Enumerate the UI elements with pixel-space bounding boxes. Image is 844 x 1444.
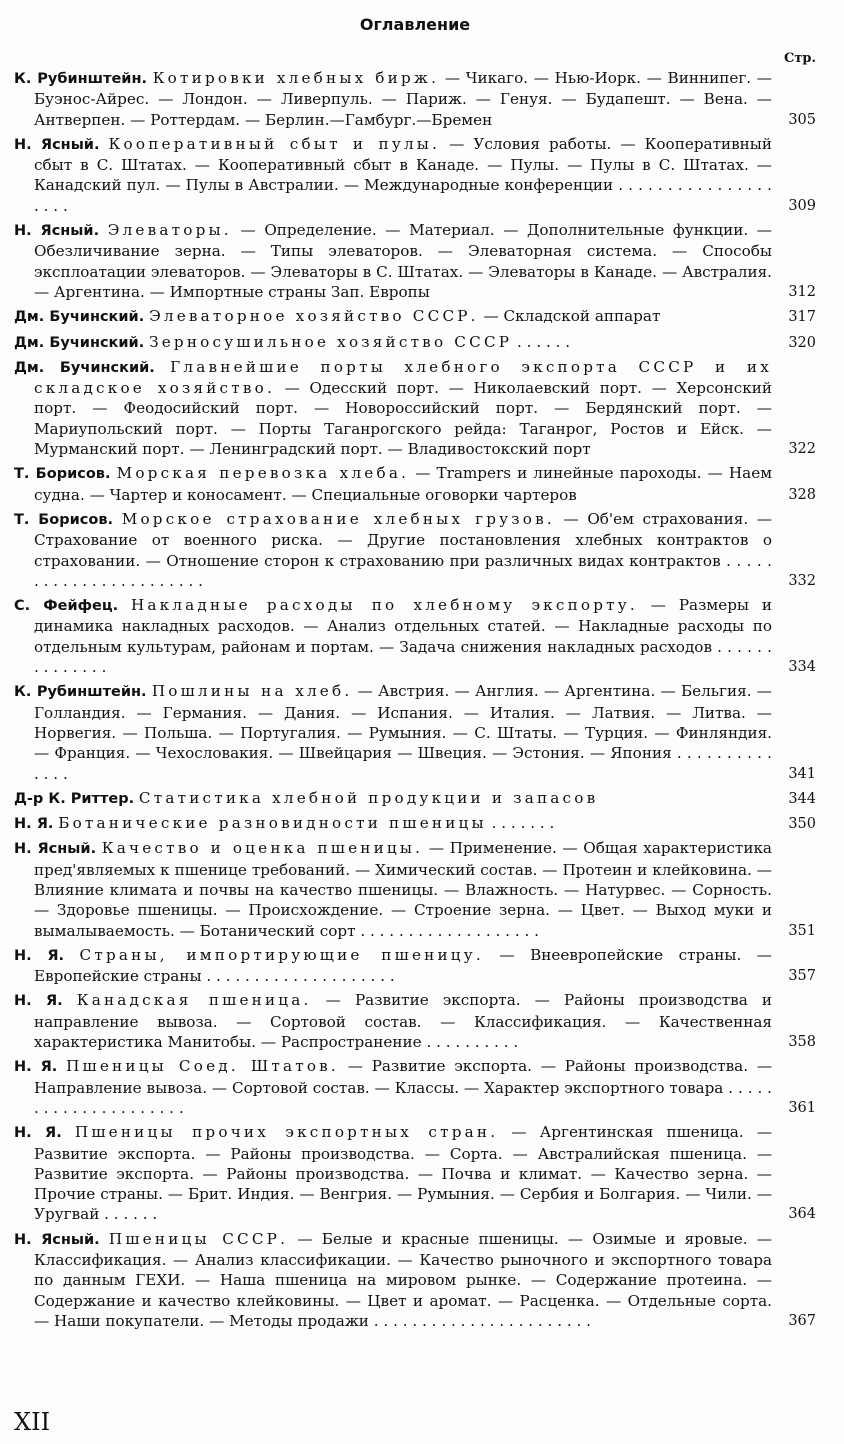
toc-entry bbox=[14, 1122, 816, 1224]
entry-author: Н. Я. bbox=[14, 1125, 62, 1142]
entry-author: К. Рубинштейн. bbox=[14, 71, 147, 87]
entry-body: — Чикаго. — Нью-Иорк. — Виннипег. — Буэнос-Айрес. — Лондон. — Ливерпуль. — Париж. — Генуя. — Будапешт. — Вена. — Антверпен. — Роттердам. — Берлин.—Гамбург.—Бремен bbox=[34, 69, 772, 129]
entry-body: — Аргентинская пшеница. — Развитие экспорта. — Районы производства. — Сорта. — Австралийская пшеница. — Развитие экспорта. — Районы производства. — Почва и климат. — Качество зерна. — Прочие страны. — Брит. Индия. — Венгрия. — Румыния. — Сербия и Болгария. — Чили. — Уругвай . . . . . . bbox=[34, 1123, 773, 1224]
toc-entry bbox=[14, 332, 816, 353]
entry-title: Элеваторное хозяйство СССР. bbox=[149, 307, 479, 326]
entry-body: — Развитие экспорта. — Районы производства и направление вывоза. — Сортовой состав. — Классификация. — Качественная характеристика Манитобы. — Распространение . . . . . . . . . . bbox=[34, 991, 773, 1052]
entry-page: 357 bbox=[788, 968, 816, 985]
entry-title: Статистика хлебной продукции и запасов bbox=[138, 788, 599, 807]
entry-title: Пшеницы Соед. Штатов. bbox=[66, 1057, 339, 1076]
entry-title: Зерносушильное хозяйство СССР bbox=[149, 332, 513, 351]
entry-title: Кооперативный сбыт и пулы. bbox=[108, 134, 441, 153]
entry-author: Дм. Бучинский. bbox=[14, 309, 145, 326]
toc-entry bbox=[14, 838, 816, 940]
toc-entry bbox=[14, 990, 816, 1052]
toc-entries bbox=[14, 68, 816, 1331]
entry-title: Ботанические разновидности пшеницы bbox=[58, 814, 487, 833]
entry-body: — Применение. — Общая характеристика пред'являемых к пшенице требований. — Химический состав. — Протеин и клейковина. — Влияние климата и почвы на качество пшеницы. — Влажность. — Натурвес. — Сорность. — Здоровье пшеницы. — Происхождение. — Строение зерна. — Цвет. — Выход муки и вымалываемость. — Ботанический сорт . . . . . . . . . . . . . . . . . . . bbox=[34, 839, 772, 940]
entry-page: 322 bbox=[788, 441, 816, 458]
toc-entry bbox=[14, 813, 816, 834]
entry-title: Накладные расходы по хлебному экспорту. bbox=[130, 596, 638, 615]
toc-entry bbox=[14, 509, 816, 591]
entry-author: Н. Я. bbox=[14, 947, 65, 964]
entry-page: 332 bbox=[788, 572, 816, 589]
entry-page: 364 bbox=[788, 1206, 816, 1223]
entry-author: Н. Я. bbox=[14, 993, 63, 1010]
entry-author: Н. Ясный. bbox=[14, 136, 100, 153]
toc-entry bbox=[14, 463, 816, 505]
entry-author: Т. Борисов. bbox=[14, 466, 111, 483]
entry-body: — Австрия. — Англия. — Аргентина. — Бельгия. — Голландия. — Германия. — Дания. — Испания. — Италия. — Латвия. — Литва. — Норвегия. — Польша. — Португалия. — Румыния. — С. Штаты. — Турция. — Финляндия. — Франция. — Чехословакия. — Швейцария — Швеция. — Эстония. — Япония . . . . . . . . . . . . . . bbox=[34, 682, 772, 783]
entry-page: 328 bbox=[788, 486, 816, 503]
entry-title: Пшеницы прочих экспортных стран. bbox=[74, 1123, 499, 1142]
entry-title: Качество и оценка пшеницы. bbox=[101, 839, 424, 858]
entry-page: 361 bbox=[788, 1099, 816, 1116]
toc-entry bbox=[14, 306, 816, 327]
entry-body: — Условия работы. — Кооперативный сбыт в С. Штатах. — Кооперативный сбыт в Канаде. — Пулы. — Пулы в С. Штатах. — Канадский пул. — Пулы в Австралии. — Международные конференции . . . . . . . . . . . . . . . . . . . . bbox=[34, 134, 773, 215]
entry-body: — Одесский порт. — Николаевский порт. — Херсонский порт. — Феодосийский порт. — Новороссийский порт. — Бердянский порт. —Мариупольский порт. — Порты Таганрогского рейда: Таганрог, Ростов и Ейск. — Мурманский порт. — Ленинградский порт. — Владивостокский порт bbox=[34, 379, 773, 459]
entry-author: Н. Ясный. bbox=[14, 1231, 100, 1248]
entry-body: . . . . . . bbox=[512, 332, 571, 351]
toc-entry bbox=[14, 788, 816, 809]
entry-page: 358 bbox=[788, 1034, 816, 1051]
entry-title: Пошлины на хлеб. bbox=[151, 682, 353, 701]
entry-page: 320 bbox=[788, 334, 816, 351]
entry-title: Пшеницы СССР. bbox=[108, 1229, 289, 1248]
entry-title: Элеваторы. bbox=[107, 221, 232, 240]
entry-author: Н. Ясный. bbox=[14, 223, 100, 240]
toc-entry bbox=[14, 595, 816, 677]
entry-author: Н. Я. bbox=[14, 816, 54, 833]
entry-page: 350 bbox=[788, 816, 816, 833]
entry-title: Морское страхование хлебных грузов. bbox=[121, 509, 555, 528]
entry-page: 312 bbox=[788, 283, 816, 300]
entry-body: — Складской аппарат bbox=[478, 307, 661, 326]
entry-title: Морская перевозка хлеба. bbox=[116, 464, 410, 483]
page-title: Оглавление bbox=[359, 15, 471, 34]
entry-author: Н. Ясный. bbox=[14, 841, 97, 858]
page-column-label: Стр. bbox=[783, 51, 816, 66]
entry-page: 341 bbox=[788, 765, 816, 782]
toc-entry bbox=[14, 220, 816, 302]
toc-entry bbox=[14, 357, 816, 459]
toc-entry bbox=[14, 945, 816, 987]
entry-body: — Определение. — Материал. — Дополнительные функции. — Обезличивание зерна. — Типы элеваторов. — Элеваторная система. — Способы эксплоатации элеваторов. — Элеваторы в С. Штатах. — Элеваторы в Канаде. — Австралия. — Аргентина. — Импортные страны Зап. Европы bbox=[34, 221, 772, 301]
entry-body: — Trampers и линейные пароходы. — Наем судна. — Чартер и коносамент. — Специальные оговорки чартеров bbox=[34, 464, 773, 504]
entry-author: Дм. Бучинский. bbox=[14, 334, 145, 351]
entry-page: 305 bbox=[788, 111, 816, 128]
toc-entry bbox=[14, 134, 816, 216]
entry-author: Д-р К. Риттер. bbox=[14, 790, 135, 807]
entry-title: Котировки хлебных бирж. bbox=[152, 69, 440, 87]
entry-title: Канадская пшеница. bbox=[76, 991, 312, 1010]
entry-author: Н. Я. bbox=[14, 1059, 58, 1076]
entry-page: 309 bbox=[788, 197, 816, 214]
entry-page: 351 bbox=[788, 922, 816, 939]
entry-author: Т. Борисов. bbox=[14, 511, 114, 528]
entry-page: 344 bbox=[788, 790, 816, 807]
entry-body: — Развитие экспорта. — Районы производства. — Направление вывоза. — Сортовой состав. — Классы. — Характер экспортного товара . . . . . . . . . . . . . . . . . . . . . bbox=[34, 1057, 773, 1117]
entry-author: К. Рубинштейн. bbox=[14, 684, 147, 701]
toc-entry bbox=[14, 68, 816, 130]
entry-body: — Белые и красные пшеницы. — Озимые и яровые. — Классификация. — Анализ классификации. — Качество рыночного и экспортного товара по данным ГЕХИ. — Наша пшеница на мировом рынке. — Содержание протеина. — Содержание и качество клейковины. — Цвет и аромат. — Расценка. — Отдельные сорта. — Наши покупатели. — Методы продажи . . . . . . . . . . . . . . . . . . . . . . . bbox=[34, 1229, 772, 1330]
toc-entry bbox=[14, 1056, 816, 1118]
entry-body: — Об'ем страхования. — Страхование от военного риска. — Другие постановления хлебных контрактов о страховании. — Отношение сторон к страхованию при различных видах контрактов . . . . . . . . . . . . . . . . . . . . . . . bbox=[34, 509, 772, 590]
entry-title: Главнейшие порты хлебного экспорта СССР и их складское хозяйство. bbox=[34, 357, 772, 398]
entry-body: . . . . . . . bbox=[486, 814, 555, 833]
entry-author: Дм. Бучинский. bbox=[14, 359, 155, 376]
toc-entry bbox=[14, 681, 816, 783]
entry-page: 334 bbox=[788, 659, 816, 676]
entry-page: 367 bbox=[788, 1312, 816, 1329]
entry-author: С. Фейфец. bbox=[14, 598, 119, 615]
entry-page: 317 bbox=[788, 309, 816, 326]
entry-body: — Размеры и динамика накладных расходов. — Анализ отдельных статей. — Накладные расходы по отдельным культурам, районам и портам. — Задача снижения накладных расходов . . . . . . . . . . . . . . bbox=[34, 596, 772, 677]
page-number-roman: XII bbox=[14, 1408, 51, 1436]
entry-title: Страны, импортирующие пшеницу. bbox=[79, 945, 484, 964]
entry-body: — Внеевропейские страны. — Европейские страны . . . . . . . . . . . . . . . . . . . . bbox=[34, 945, 772, 986]
toc-entry bbox=[14, 1229, 816, 1331]
